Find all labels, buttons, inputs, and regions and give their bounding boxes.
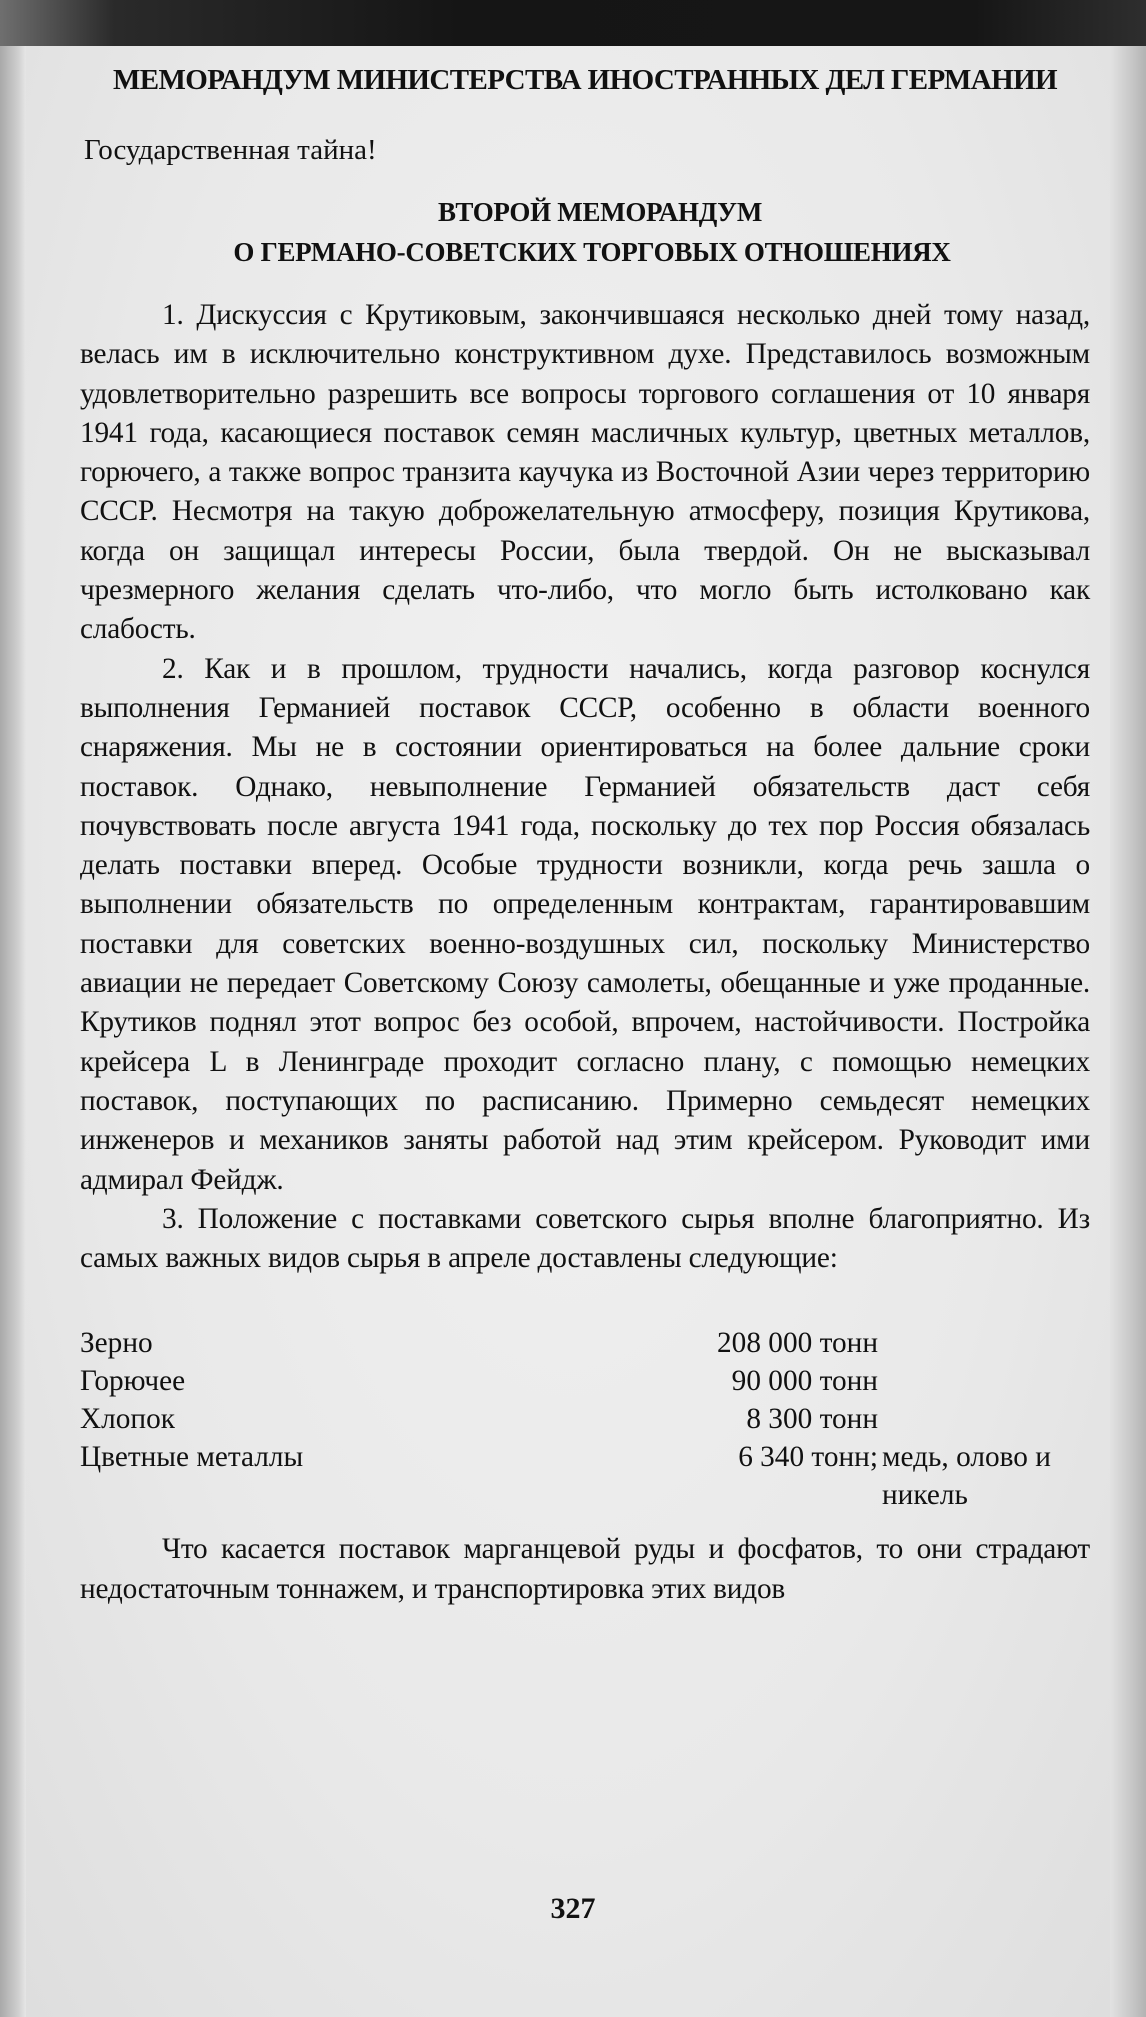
memorandum-heading: МЕМОРАНДУМ МИНИСТЕРСТВА ИНОСТРАННЫХ ДЕЛ ГЕРМАНИИ xyxy=(112,64,1058,96)
supply-item: Хлопок xyxy=(80,1403,175,1436)
title-line-1: ВТОРОЙ МЕМОРАНДУМ xyxy=(437,197,762,227)
supply-quantity: 8 300 тонн xyxy=(746,1403,878,1436)
right-page-edge xyxy=(1110,0,1146,2017)
supplies-table xyxy=(80,1324,1090,1512)
paragraph-1: 1. Дискуссия с Крутиковым, закончившаяся несколько дней тому назад, велась им в исключительно конструктивном духе. Представилось возможным удовлетворительно разрешить все вопросы торгового соглашения от 10 января 1941 года, касающиеся поставок семян масличных культур, цветных металлов, горючего, а также вопрос транзита каучука из Восточной Азии через территорию СССР. Несмотря на такую доброжелательную атмосферу, позиция Крутикова, когда он защищал интересы России, была твердой. Он не высказывал чрезмерного желания сделать что-либо, что могло быть истолковано как слабость. xyxy=(80,299,1090,646)
supply-item: Горючее xyxy=(80,1365,186,1398)
closing-paragraph: Что касается поставок марганцевой руды и фосфатов, то они страдают недостаточным тоннажем, и транспортировка этих видов xyxy=(80,1533,1090,1605)
supply-quantity: 208 000 тонн xyxy=(717,1327,878,1360)
left-page-edge xyxy=(0,0,26,2017)
page-number: 327 xyxy=(550,1892,596,1925)
supply-item: Зерно xyxy=(80,1327,153,1360)
paragraph-2: 2. Как и в прошлом, трудности начались, когда разговор коснулся выполнения Германией поставок СССР, особенно в области военного снаряжения. Мы не в состоянии ориентироваться на более дальние сроки поставок. Однако, невыполнение Германией обязательств даст себя почувствовать после августа 1941 года, поскольку до тех пор Россия обязалась делать поставки вперед. Особые трудности возникли, когда речь зашла о выполнении обязательств по определенным контрактам, гарантировавшим поставки для советских военно-воздушных сил, поскольку Министерство авиации не передает Советскому Союзу самолеты, обещанные и уже проданные. Крутиков поднял этот вопрос без особой, впрочем, настойчивости. Постройка крейсера L в Ленинграде проходит согласно плану, с помощью немецких поставок, поступающих по расписанию. Примерно семьдесят немецких инженеров и механиков заняты работой над этим крейсером. Руководит ими адмирал Фейдж. xyxy=(80,652,1090,1196)
document-body xyxy=(80,58,1090,1609)
supply-item: Цветные металлы xyxy=(80,1441,304,1474)
supplies-row xyxy=(80,1362,1090,1400)
classification-line: Государственная тайна! xyxy=(84,134,377,166)
supplies-row xyxy=(80,1438,1090,1512)
scanner-top-shadow xyxy=(0,0,1146,46)
supply-note: медь, олово и никель xyxy=(882,1441,1051,1512)
supply-quantity: 90 000 тонн xyxy=(731,1365,878,1398)
paragraph-3: 3. Положение с поставками советского сырья вполне благоприятно. Из самых важных видов сырья в апреле доставлены следующие: xyxy=(80,1202,1090,1275)
supplies-row xyxy=(80,1400,1090,1438)
supply-quantity: 6 340 тонн; xyxy=(738,1441,878,1474)
supplies-row xyxy=(80,1324,1090,1362)
title-line-2: О ГЕРМАНО-СОВЕТСКИХ ТОРГОВЫХ ОТНОШЕНИЯХ xyxy=(233,237,951,267)
